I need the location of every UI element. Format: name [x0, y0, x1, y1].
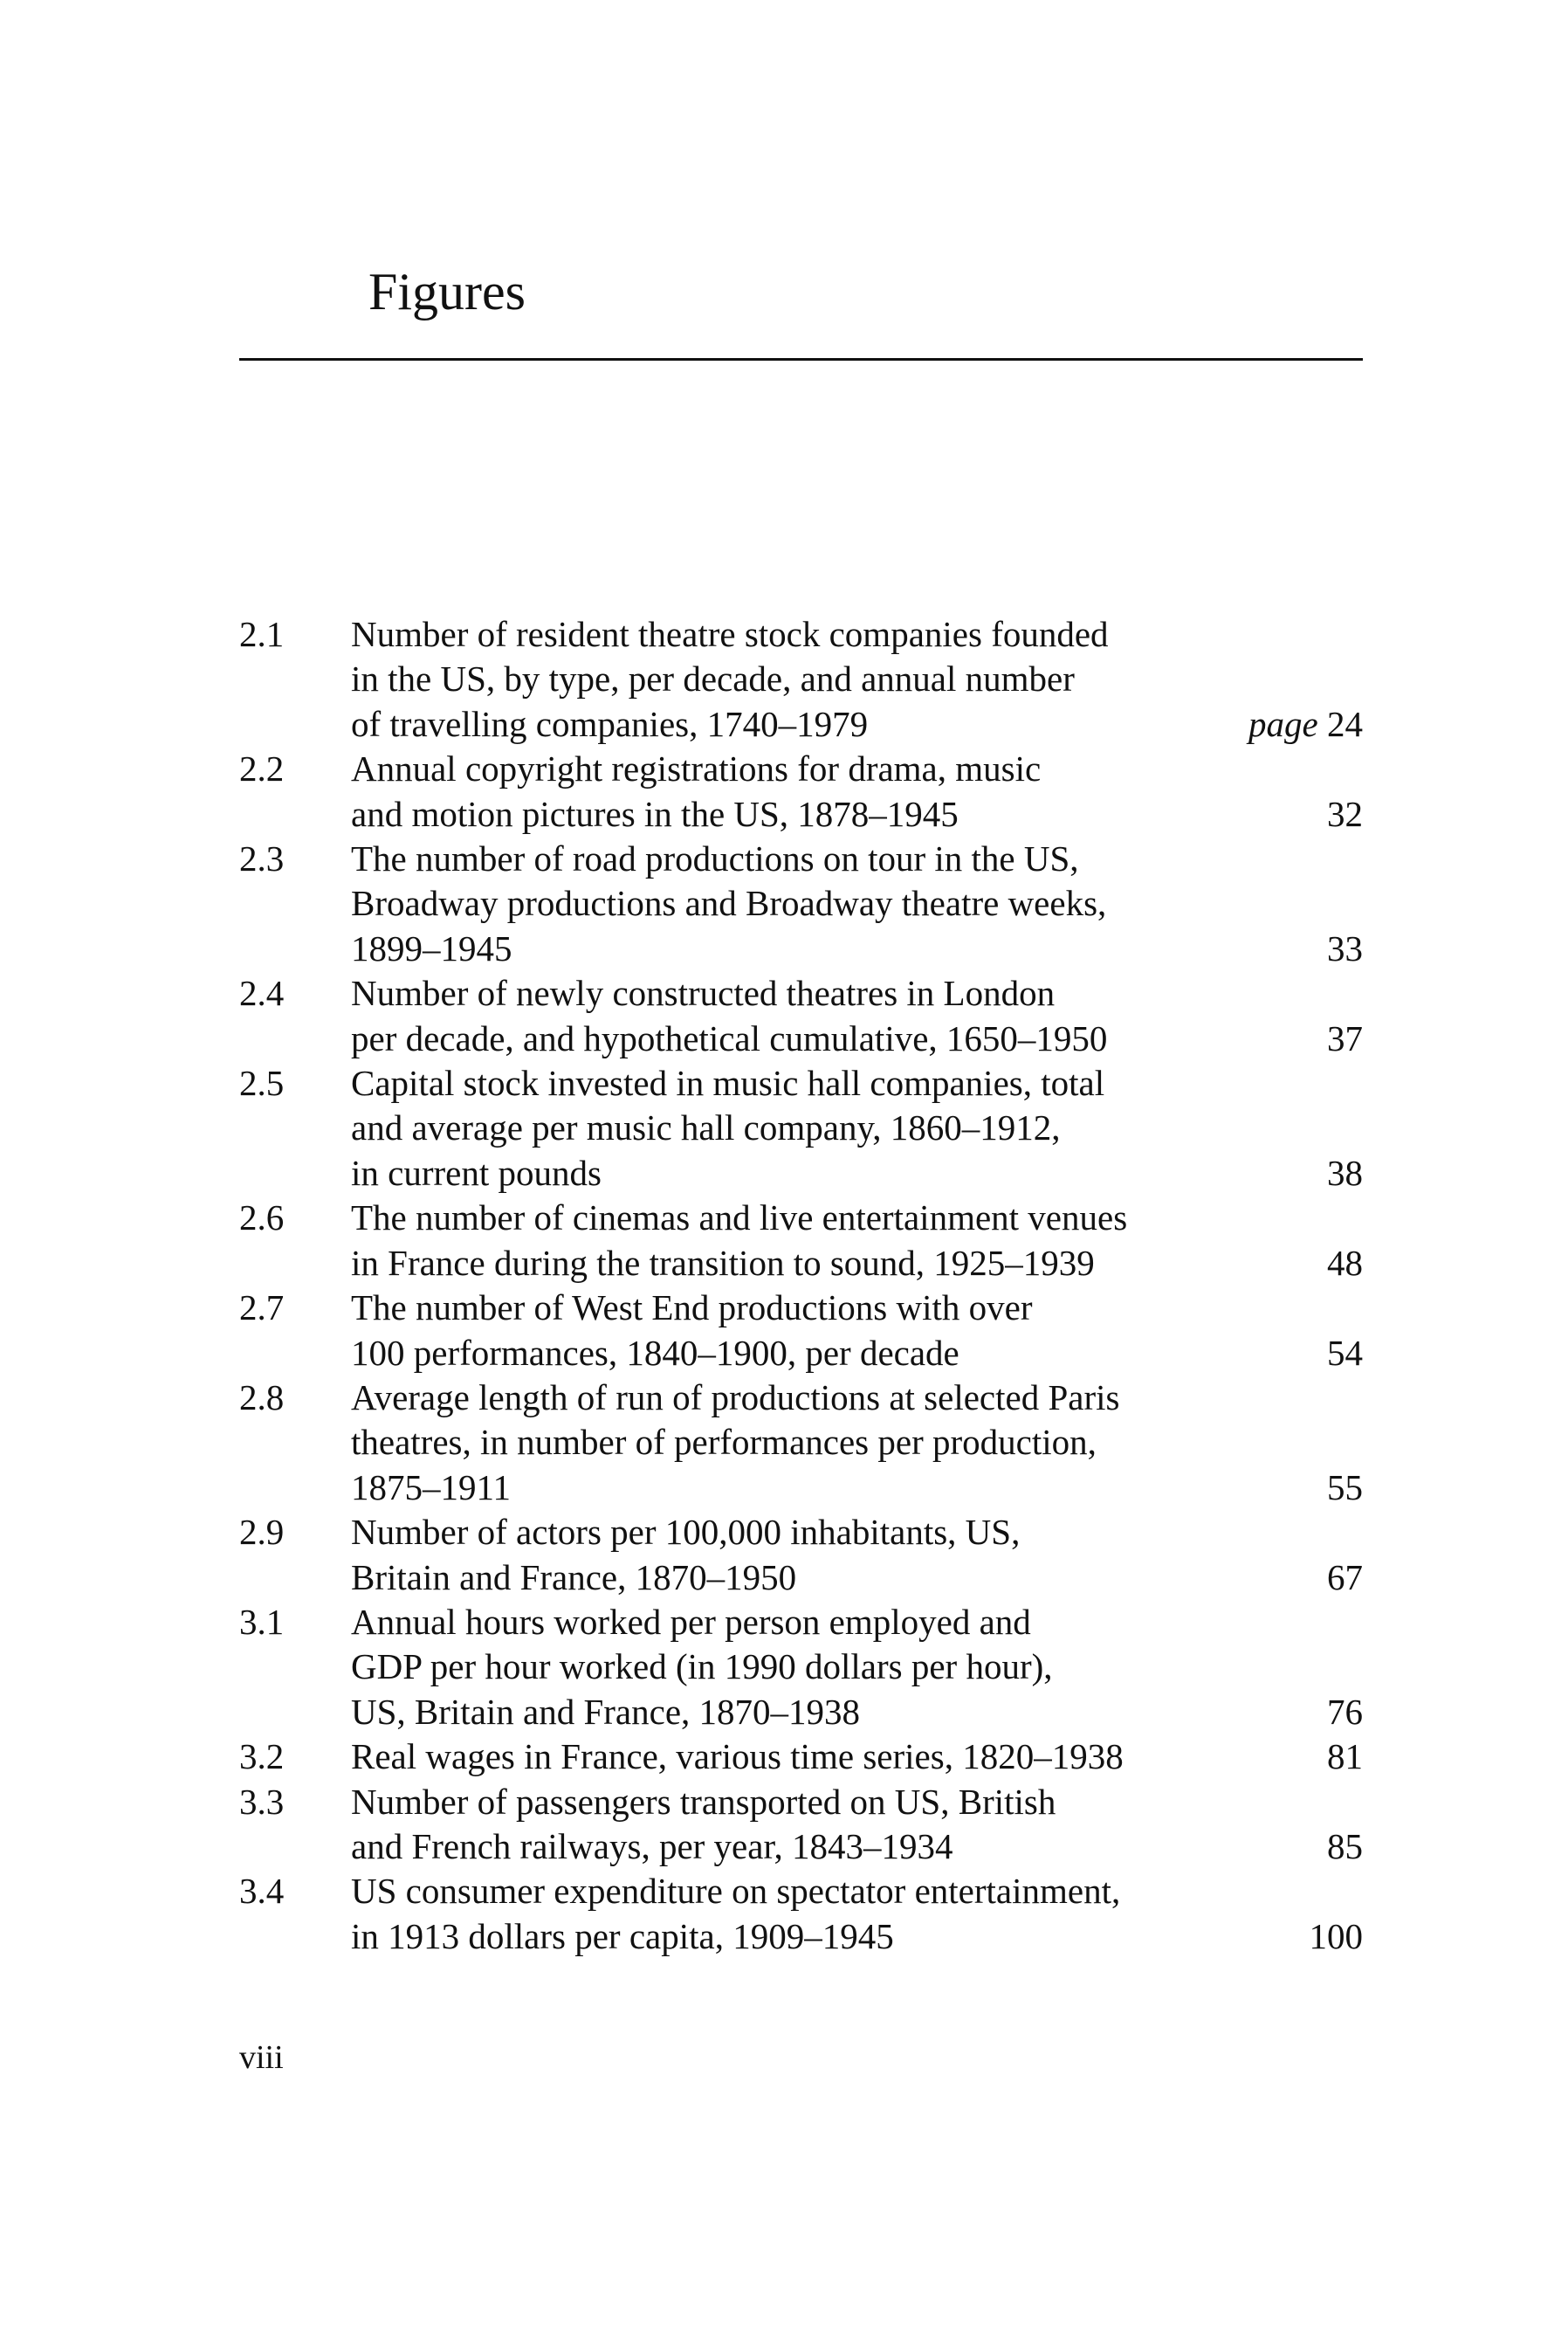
figure-caption-line: Number of passengers transported on US, British [351, 1781, 1056, 1822]
figure-entry [239, 837, 1363, 971]
page-number [1327, 1690, 1363, 1734]
figure-number: 3.2 [239, 1736, 285, 1777]
figure-entry [239, 1780, 1363, 1870]
figure-entry [239, 1869, 1363, 1959]
page-number-value: 48 [1327, 1242, 1363, 1283]
page-folio: viii [239, 2039, 284, 2076]
page-prefix: page [1248, 703, 1318, 744]
figure-number: 2.4 [239, 973, 285, 1014]
figure-caption-line: in 1913 dollars per capita, 1909–1945 [351, 1915, 894, 1956]
figure-caption-line: in France during the transition to sound, 1925–1939 [351, 1242, 1095, 1283]
page-number [1327, 1241, 1363, 1286]
figure-caption-line: of travelling companies, 1740–1979 [351, 703, 869, 744]
figure-number: 2.7 [239, 1287, 285, 1328]
page-number [1327, 927, 1363, 971]
figure-caption-line: and average per music hall company, 1860–1912, [351, 1107, 1061, 1148]
figure-caption-line: Real wages in France, various time series, 1820–1938 [351, 1736, 1124, 1777]
figure-caption-line: The number of road productions on tour in the US, [351, 838, 1079, 879]
figure-caption-line: 1899–1945 [351, 927, 512, 969]
page-number-value: 81 [1327, 1736, 1363, 1777]
figure-number: 2.6 [239, 1197, 285, 1238]
figure-entry [239, 971, 1363, 1061]
page-number [1310, 1914, 1364, 1959]
figure-caption-line: The number of West End productions with over [351, 1287, 1033, 1328]
figure-entry [239, 747, 1363, 837]
figure-entry [239, 612, 1363, 747]
figure-number: 2.5 [239, 1063, 285, 1104]
figure-caption-line: US, Britain and France, 1870–1938 [351, 1691, 861, 1732]
figure-entry [239, 1510, 1363, 1600]
figure-caption-line: The number of cinemas and live entertainment venues [351, 1197, 1128, 1238]
page-number-value: 32 [1327, 793, 1363, 834]
figure-caption-line: 1875–1911 [351, 1466, 511, 1507]
page-number [1327, 1734, 1363, 1779]
figure-entry [239, 1600, 1363, 1734]
figure-caption-line: in the US, by type, per decade, and annual number [351, 658, 1075, 700]
figure-caption-line: Britain and France, 1870–1950 [351, 1556, 797, 1597]
figure-caption-line: Average length of run of productions at selected Paris [351, 1376, 1120, 1417]
page-number-value: 33 [1327, 927, 1363, 969]
figure-caption-line: and motion pictures in the US, 1878–1945 [351, 793, 959, 834]
figure-number: 2.9 [239, 1512, 285, 1553]
page-number [1327, 1017, 1363, 1061]
page-number-value: 24 [1327, 703, 1363, 744]
page-number-value: 54 [1327, 1332, 1363, 1373]
page-number [1327, 1465, 1363, 1510]
page-number [1327, 1824, 1363, 1869]
page-number [1327, 1555, 1363, 1600]
page-number-value: 76 [1327, 1691, 1363, 1732]
figure-caption-line: 100 performances, 1840–1900, per decade [351, 1332, 959, 1373]
figure-caption-line: and French railways, per year, 1843–1934 [351, 1825, 953, 1866]
page-number-value: 38 [1327, 1152, 1363, 1193]
figure-caption-line: Number of resident theatre stock companies founded [351, 614, 1109, 654]
figure-entry [239, 1061, 1363, 1196]
figure-entry [239, 1734, 1363, 1779]
figure-caption-line: in current pounds [351, 1152, 602, 1193]
page-number-value: 55 [1327, 1466, 1363, 1507]
figure-entry [239, 1286, 1363, 1375]
figure-caption-line: GDP per hour worked (in 1990 dollars per hour), [351, 1646, 1053, 1687]
figure-caption-line: Annual copyright registrations for drama, music [351, 748, 1042, 789]
figure-caption-line: Broadway productions and Broadway theatre weeks, [351, 883, 1107, 924]
figure-number: 3.1 [239, 1601, 285, 1642]
figure-caption-line: US consumer expenditure on spectator entertainment, [351, 1871, 1121, 1912]
page-number-value: 85 [1327, 1825, 1363, 1866]
page-number [1327, 1331, 1363, 1375]
page-number-value: 100 [1309, 1915, 1363, 1956]
figure-caption-line: Number of newly constructed theatres in London [351, 973, 1056, 1014]
figure-number: 2.2 [239, 748, 285, 789]
page-title: Figures [368, 263, 526, 321]
figures-list [239, 612, 1363, 1959]
figure-number: 3.3 [239, 1781, 285, 1822]
page-number [1248, 702, 1363, 747]
page-number [1327, 792, 1363, 837]
figure-number: 2.3 [239, 838, 285, 879]
page-number-value: 67 [1327, 1556, 1363, 1597]
figure-caption-line: theatres, in number of performances per production, [351, 1422, 1097, 1463]
page-number-value: 37 [1327, 1017, 1363, 1058]
figure-number: 3.4 [239, 1871, 285, 1912]
figure-caption-line: per decade, and hypothetical cumulative, 1650–1950 [351, 1017, 1108, 1058]
figure-caption-line: Annual hours worked per person employed and [351, 1601, 1031, 1642]
figure-caption-line: Number of actors per 100,000 inhabitants, US, [351, 1512, 1021, 1553]
page-number [1327, 1151, 1363, 1196]
figure-caption-line: Capital stock invested in music hall companies, total [351, 1063, 1105, 1104]
figure-number: 2.1 [239, 614, 285, 654]
figure-entry [239, 1196, 1363, 1286]
figure-entry [239, 1375, 1363, 1510]
figure-number: 2.8 [239, 1376, 285, 1417]
title-rule [239, 358, 1363, 361]
